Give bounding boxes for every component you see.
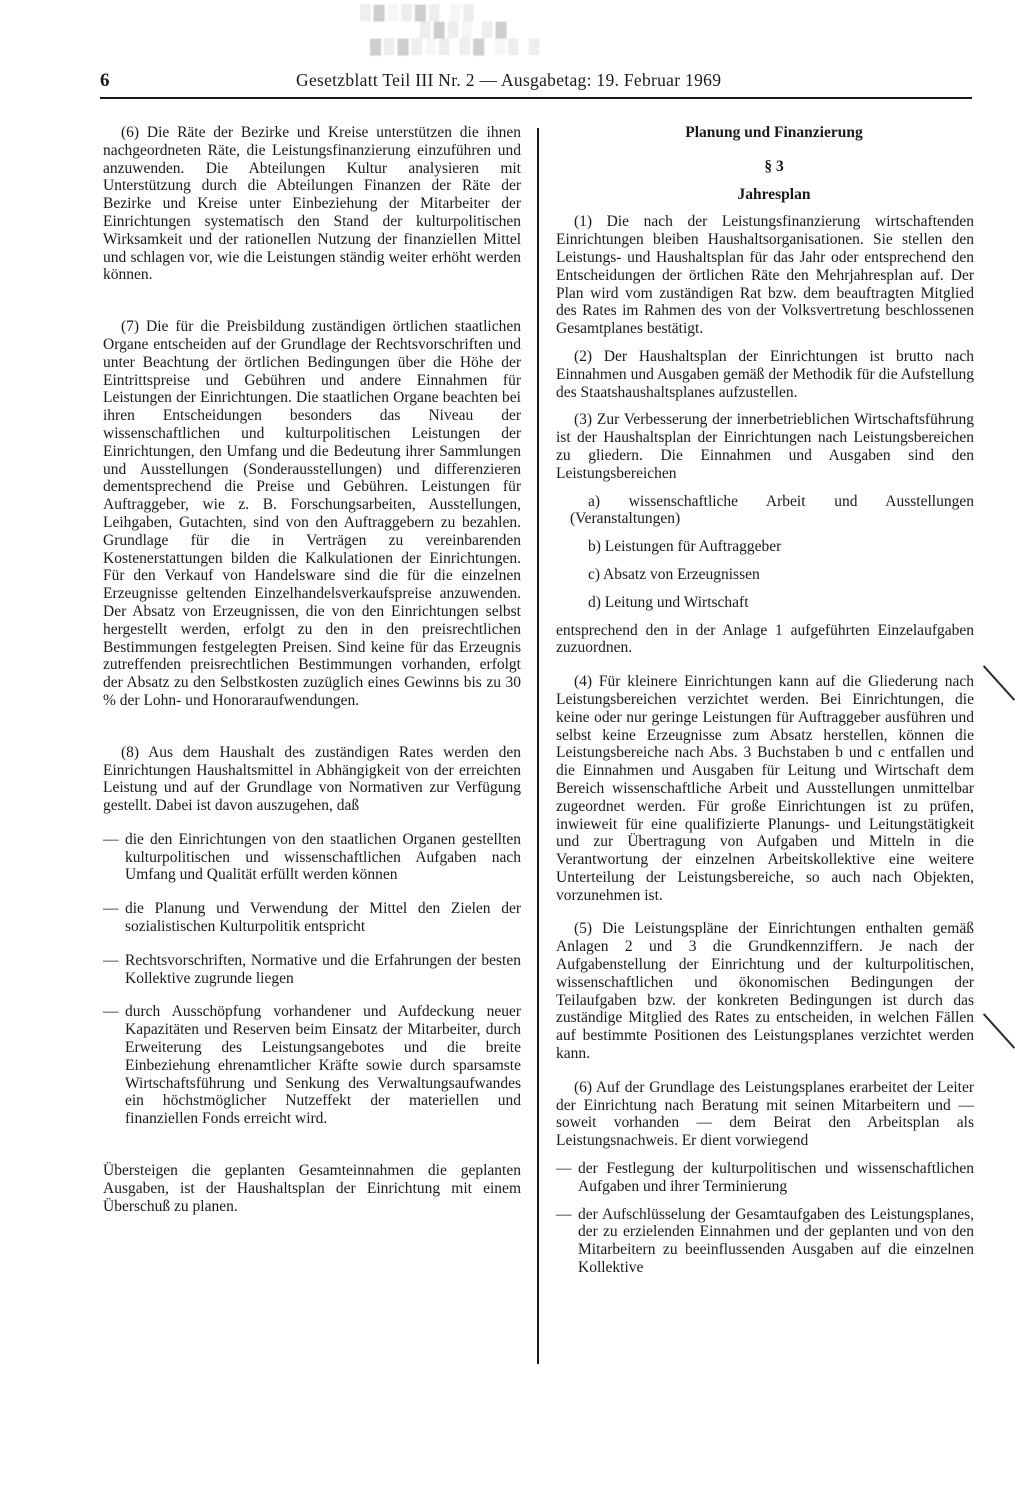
paragraph-4: (4) Für kleinere Einrichtungen kann auf die Gliederung nach Leistungsbereichen verzichtet werden. Bei Einrichtungen, die keine oder nur geringe Leistungen für Auftraggeber ausführen und selbst keine Erzeugnisse zum Absatz herstellen, können die Leistungsbereiche nach Abs. 3 Buchstaben b und c entfallen und die Einnahmen und Ausgaben für Leitung und Wirtschaft dem Bereich wissenschaftliche Arbeit und Ausstellungen unmittelbar zugeordnet werden. Für große Einrichtungen ist zu prüfen, inwieweit für eine qualifizierte Planungs- und Leitungstätigkeit und zur Übertragung von Aufgaben und Mitteln in die Verantwortung der einzelnen Arbeitskollektive eine weitere Unterteilung der Leistungsbereiche, so auch nach Objekten, vorzunehmen ist. — [556, 673, 974, 904]
margin-ink-mark — [983, 1013, 1015, 1049]
paragraph-1: (1) Die nach der Leistungsfinanzierung wirtschaftenden Einrichtungen bleiben Haushaltsorganisationen. Sie stellen den Leistungs- und Haushaltsplan für das Jahr oder entsprechend den Entscheidungen der örtlichen Räte den Mehrjahresplan auf. Der Plan wird vom zuständigen Rat bzw. dem beauftragten Mitglied des Rates im Rahmen des von der Volksvertretung beschlossenen Gesamtplanes bestätigt. — [556, 213, 974, 338]
list-item — [556, 1160, 974, 1196]
paragraph-6: (6) Die Räte der Bezirke und Kreise unterstützen die ihnen nachgeordneten Räte, die Leistungsfinanzierung einzuführen und anzuwenden. Die Abteilungen Kultur analysieren mit Unterstützung durch die Abteilungen Finanzen der Räte der Bezirke und Kreise unter Einbeziehung der Mitarbeiter der Einrichtungen systematisch den Stand der kulturpolitischen Wirksamkeit und der rationellen Nutzung der finanziellen Mittel und schlagen vor, wie die Leistungen ständig weiter erhöht werden können. — [103, 124, 521, 284]
section-title: Planung und Finanzierung — [685, 124, 863, 141]
paragraph-title: Jahresplan — [737, 185, 811, 203]
paragraph-2: (2) Der Haushaltsplan der Einrichtungen ist brutto nach Einnahmen und Ausgaben gemäß der Methodik für die Aufstellung des Staatshaushaltsplanes aufzustellen. — [556, 347, 974, 401]
dash-bullet: — — [103, 830, 119, 848]
header-rule — [100, 97, 972, 99]
dash-bullet: — — [103, 900, 119, 918]
dash-bullet: — — [556, 1205, 572, 1223]
enum-item-a: a) wissenschaftliche Arbeit und Ausstellungen (Veranstaltungen) — [570, 492, 974, 528]
margin-ink-mark — [983, 665, 1015, 701]
list-item-text: der Festlegung der kulturpolitischen und wissenschaftlichen Aufgaben und ihrer Terminierung — [578, 1160, 974, 1195]
list-item — [556, 1206, 974, 1277]
paragraph-7: (7) Die für die Preisbildung zuständigen örtlichen staatlichen Organe entscheiden auf der Grundlage der Rechtsvorschriften und unter Beachtung der örtlichen Bedingungen über die Höhe der Eintrittspreise und Gebühren und andere Einnahmen für Leistungen der Einrichtungen. Die staatlichen Organe beachten bei ihren Entscheidungen besonders das Niveau der wissenschaftlichen und kulturpolitischen Leistungen der Einrichtungen, den Umfang und die Bedeutung ihrer Sammlungen und Ausstellungen (Sonderausstellungen) und differenzieren dementsprechend die Preise und Gebühren. Leistungen für Auftraggeber, wie z. B. Forschungsarbeiten, Ausstellungen, Leihgaben, Gutachten, sind von den Auftraggebern zu bezahlen. Grundlage für die in Verträgen zu vereinbarenden Kostenerstattungen bilden die Kalkulationen der Einrichtungen. Für den Verkauf von Handelsware sind die für die einzelnen Erzeugnisse geltenden Einzelhandelsverkaufspreise anzuwenden. Der Absatz von Erzeugnissen, die von den Einrichtungen selbst hergestellt werden, erfolgt zu den in den preisrechtlichen Bestimmungen festgelegten Preisen. Sind keine für das Erzeugnis zutreffenden preisrechtlichen Bestimmungen vorhanden, erfolgt der Absatz zu den Selbstkosten zuzüglich eines Gewinns bis zu 30 % der Lohn- und Honoraraufwendungen. — [103, 318, 521, 709]
right-column — [556, 124, 974, 1277]
left-column — [103, 124, 521, 1215]
enum-item-b: b) Leistungen für Auftraggeber — [588, 538, 782, 556]
list-item — [103, 831, 521, 884]
paragraph-number: § 3 — [764, 157, 784, 175]
list-item — [103, 900, 521, 936]
paragraph-3-end: entsprechend den in der Anlage 1 aufgeführten Einzelaufgaben zuzuordnen. — [556, 621, 974, 657]
dash-bullet: — — [103, 1003, 119, 1021]
closing-paragraph: Übersteigen die geplanten Gesamteinnahmen die geplanten Ausgaben, ist der Haushaltsplan der Einrichtung mit einem Überschuß zu planen. — [103, 1162, 521, 1215]
page-header — [100, 70, 972, 100]
faded-stamp: ▒▓░▒▓▒ ░▒ ▒▓▒░ ▒▓ ▓▒▓▒░▒ ▒▓ ░▒ ▒ — [360, 4, 543, 55]
paragraph-8: (8) Aus dem Haushalt des zuständigen Rates werden den Einrichtungen Haushaltsmittel in Abhängigkeit von der erreichten Leistung und auf der Grundlage von Normativen zur Verfügung gestellt. Dabei ist davon auszugehen, daß — [103, 743, 521, 815]
list-item — [103, 952, 521, 988]
enum-item-d: d) Leitung und Wirtschaft — [588, 593, 749, 611]
paragraph-3: (3) Zur Verbesserung der innerbetrieblichen Wirtschaftsführung ist der Haushaltsplan der Einrichtungen nach Leistungsbereichen zu gliedern. Die Einnahmen und Ausgaben sind den Leistungsbereichen — [556, 411, 974, 482]
enum-item-c: c) Absatz von Erzeugnissen — [588, 565, 760, 583]
list-item — [103, 1003, 521, 1128]
column-divider — [537, 128, 539, 1364]
running-head: Gesetzblatt Teil III Nr. 2 — Ausgabetag: 19. Februar 1969 — [296, 70, 722, 90]
list-item-text: durch Ausschöpfung vorhandener und Aufdeckung neuer Kapazitäten und Reserven beim Einsatz der Mitarbeiter, durch Erweiterung des Leistungsangebotes und die breite Einbeziehung ehrenamtlicher Kräfte sowie durch sparsamste Wirtschaftsführung und Senkung des Verwaltungsaufwandes ein höchstmöglicher Nutzeffekt der materiellen und finanziellen Fonds erreicht wird. — [125, 1003, 521, 1128]
list-item-text: die Planung und Verwendung der Mittel den Zielen der sozialistischen Kulturpolitik entspricht — [125, 900, 521, 936]
page-number: 6 — [100, 70, 110, 91]
list-item-text: die den Einrichtungen von den staatlichen Organen gestellten kulturpolitischen und wissenschaftlichen Aufgaben nach Umfang und Qualität erfüllt werden können — [125, 830, 521, 884]
list-item-text: der Aufschlüsselung der Gesamtaufgaben des Leistungsplanes, der zu erzielenden Einnahmen und der geplanten und von den Mitarbeitern zu beeinflussenden Ausgaben auf die einzelnen Kollektive — [578, 1205, 974, 1277]
list-item-text: Rechtsvorschriften, Normative und die Erfahrungen der besten Kollektive zugrunde liegen — [125, 951, 521, 987]
dash-bullet: — — [103, 951, 119, 969]
dash-bullet: — — [556, 1160, 572, 1178]
paragraph-6-right: (6) Auf der Grundlage des Leistungsplanes erarbeitet der Leiter der Einrichtung nach Beratung mit seinen Mitarbeitern und — soweit vorhanden — dem Beirat den Arbeitsplan als Leistungsnachweis. Er dient vorwiegend — [556, 1078, 974, 1150]
paragraph-5: (5) Die Leistungspläne der Einrichtungen enthalten gemäß Anlagen 2 und 3 die Grundkennziffern. Je nach der Aufgabenstellung der Einrichtung und der kulturpolitischen, wissenschaftlichen und ökonomischen Bedingungen der Teilaufgaben bzw. der konkreten Bedingungen ist durch das zuständige Mitglied des Rates zu entscheiden, in welchen Fällen auf bestimmte Positionen des Leistungsplanes verzichtet werden kann. — [556, 920, 974, 1063]
